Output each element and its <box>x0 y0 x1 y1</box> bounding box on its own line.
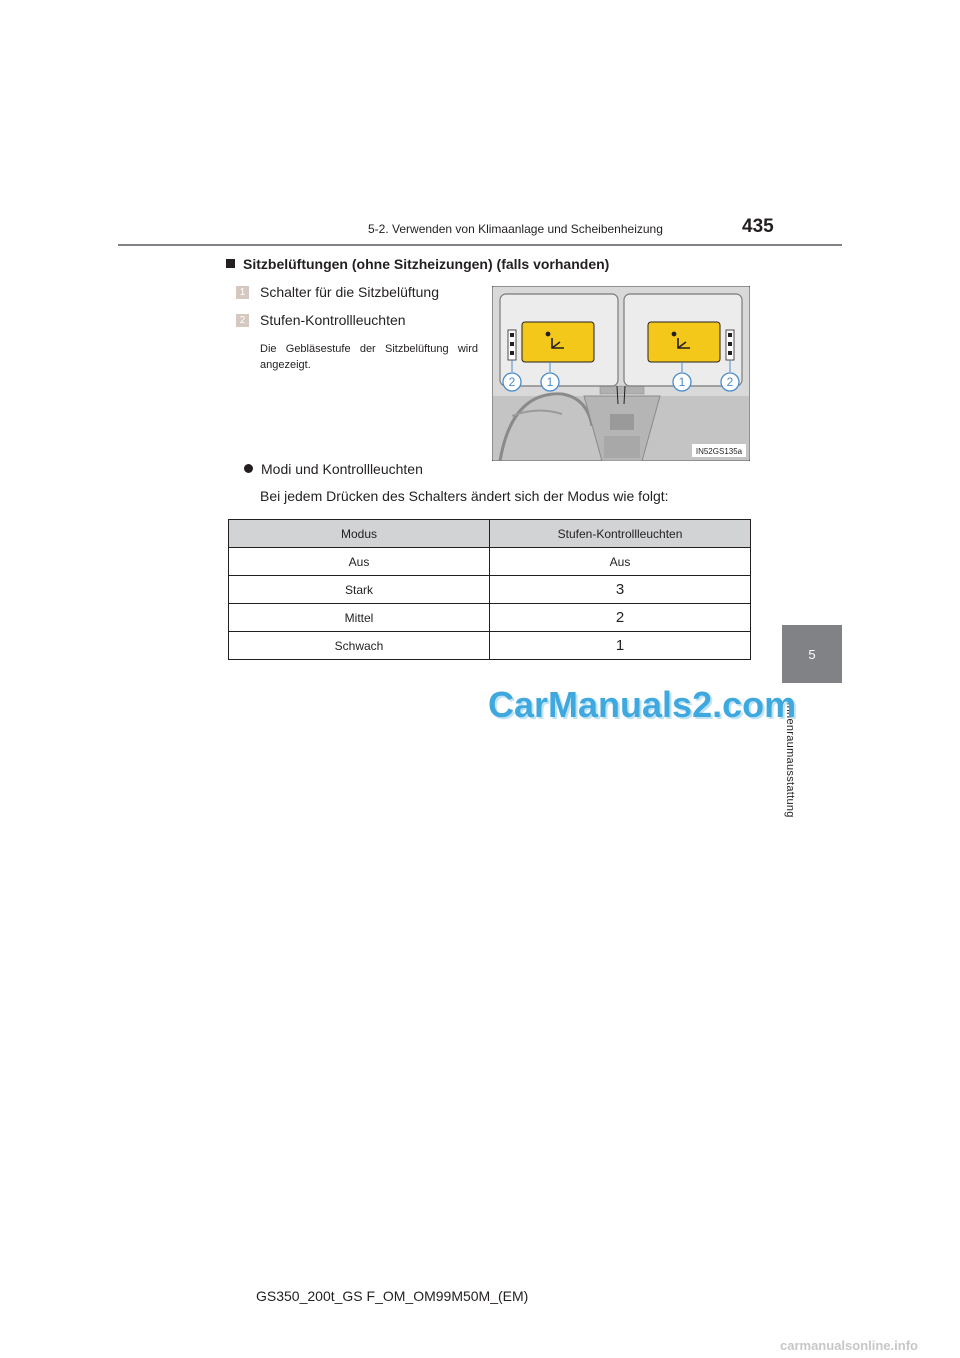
table-row <box>229 548 751 576</box>
item-indicator-description: Die Gebläsestufe der Sitzbelüftung wird angezeigt. <box>260 343 478 371</box>
table-cell: Aus <box>490 548 751 576</box>
seat-ventilation-figure <box>492 286 750 461</box>
page-number: 435 <box>742 216 774 237</box>
round-bullet-icon <box>244 464 253 473</box>
callout-1-left: 1 <box>546 375 554 389</box>
table-cell: Schwach <box>229 632 490 660</box>
item-switch-label: Schalter für die Sitzbelüftung <box>260 284 439 300</box>
chapter-tab <box>782 625 842 683</box>
figure-code: IN52GS135a <box>695 447 743 456</box>
square-bullet-icon <box>226 259 235 268</box>
modes-bullet-text: Modi und Kontrollleuchten <box>261 461 423 477</box>
chapter-number: 5 <box>808 646 816 662</box>
table-cell: 2 <box>490 604 751 632</box>
chapter-label-text: Innenraumausstattung <box>784 702 796 818</box>
table-header-indicator: Stufen-Kontrollleuchten <box>490 520 751 548</box>
badge-1: 1 <box>236 286 249 299</box>
table-cell: Mittel <box>229 604 490 632</box>
badge-2: 2 <box>236 314 249 327</box>
item-indicator-label: Stufen-Kontrollleuchten <box>260 312 406 328</box>
modes-bullet <box>244 461 423 477</box>
callout-1-right: 1 <box>678 375 686 389</box>
table-cell: Aus <box>229 548 490 576</box>
callout-2-right: 2 <box>726 375 734 389</box>
header-divider <box>118 244 842 246</box>
table-row <box>229 604 751 632</box>
modes-intro: Bei jedem Drücken des Schalters ändert sich der Modus wie folgt: <box>260 488 669 504</box>
table-header-row <box>229 520 751 548</box>
section-title <box>226 256 609 272</box>
table-cell: 3 <box>490 576 751 604</box>
header-section-title: 5-2. Verwenden von Klimaanlage und Scheibenheizung <box>368 222 663 236</box>
table-cell: 1 <box>490 632 751 660</box>
table-row <box>229 632 751 660</box>
section-title-text: Sitzbelüftungen (ohne Sitzheizungen) (falls vorhanden) <box>243 256 610 272</box>
callout-2-left: 2 <box>508 375 516 389</box>
watermark-online: carmanualsonline.info <box>780 1338 918 1353</box>
footer-code: GS350_200t_GS F_OM_OM99M50M_(EM) <box>256 1288 529 1304</box>
table-cell: Stark <box>229 576 490 604</box>
table-header-mode: Modus <box>229 520 490 548</box>
watermark-carmanuals: CarManuals2.com <box>488 684 797 725</box>
table-row <box>229 576 751 604</box>
modes-table <box>228 519 751 660</box>
